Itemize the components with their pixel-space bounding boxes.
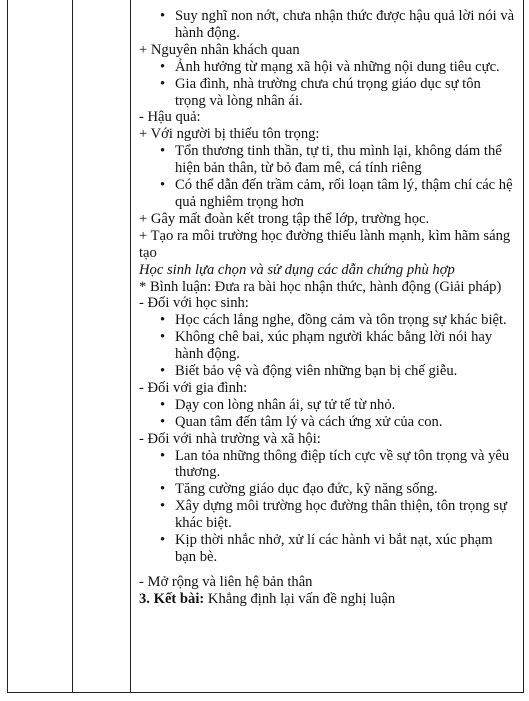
bullet-icon: •: [160, 312, 166, 329]
bullet-text: Gia đình, nhà trường chưa chú trọng giáo dục sự tôn trọng và lòng nhân ái.: [175, 75, 481, 109]
bullet-item: [139, 177, 515, 211]
paragraph-line: - Đối với học sinh:: [139, 295, 249, 312]
column-divider-1: [72, 0, 73, 692]
bullet-item: [139, 532, 515, 566]
bullet-item: [139, 59, 515, 76]
paragraph-line: * Bình luận: Đưa ra bài học nhận thức, hành động (Giải pháp): [139, 278, 502, 295]
bullet-text: Có thể dẫn đến trầm cảm, rối loạn tâm lý, thậm chí các hệ quả nghiêm trọng hơn: [175, 177, 513, 210]
bullet-icon: •: [160, 396, 166, 413]
bullet-item: [139, 481, 515, 498]
bullet-text: Lan tỏa những thông điệp tích cực về sự tôn trọng và yêu thương.: [175, 447, 510, 481]
paragraph-line: - Đối với gia đình:: [139, 379, 248, 396]
bullet-icon: •: [160, 481, 166, 498]
bullet-icon: •: [160, 532, 166, 549]
bullet-icon: •: [160, 498, 166, 515]
bullet-item: [139, 329, 515, 363]
paragraph-line: - Mở rộng và liên hệ bản thân: [139, 573, 313, 590]
bullet-text: Dạy con lòng nhân ái, sự tử tế từ nhỏ.: [175, 396, 396, 413]
bullet-text: Học cách lắng nghe, đồng cảm và tôn trọng sự khác biệt.: [175, 312, 507, 329]
bullet-icon: •: [160, 75, 166, 92]
bullet-icon: •: [160, 363, 166, 380]
paragraph-line: + Với người bị thiếu tôn trọng:: [139, 126, 320, 143]
bullet-icon: •: [160, 329, 166, 346]
paragraph-line: + Nguyên nhân khách quan: [139, 41, 300, 58]
bullet-text: Không chê bai, xúc phạm người khác bằng lời nói hay hành động.: [175, 329, 493, 363]
bullet-text: Xây dựng môi trường học đường thân thiện, tôn trọng sự khác biệt.: [175, 498, 508, 532]
bullet-text: Biết bảo vệ và động viên những bạn bị chế giễu.: [175, 363, 458, 380]
bullet-text: Tăng cường giáo dục đạo đức, kỹ năng sống.: [175, 481, 438, 498]
content-cell: [139, 8, 515, 608]
bullet-item: [139, 448, 515, 482]
bullet-text: Kịp thời nhắc nhở, xử lí các hành vi bắt nạt, xúc phạm bạn bè.: [175, 532, 493, 565]
bullet-icon: •: [160, 177, 166, 194]
column-divider-2: [130, 0, 131, 692]
bullet-item: [139, 414, 515, 431]
paragraph-line: - Hậu quả:: [139, 109, 201, 126]
bullet-item: [139, 76, 515, 110]
bullet-text: Quan tâm đến tâm lý và cách ứng xử của con.: [175, 413, 443, 430]
bullet-text: Ảnh hưởng từ mạng xã hội và những nội dung tiêu cực.: [175, 58, 500, 75]
conclusion-text: Khẳng định lại vấn đề nghị luận: [204, 590, 396, 607]
bullet-item: [139, 363, 515, 380]
bullet-icon: •: [160, 447, 166, 464]
conclusion-line: [139, 591, 515, 608]
paragraph-line: + Gây mất đoàn kết trong tập thể lớp, trường học.: [139, 210, 430, 227]
bullet-item: [139, 312, 515, 329]
bullet-text: Suy nghĩ non nớt, chưa nhận thức được hậu quả lời nói và hành động.: [175, 8, 515, 41]
conclusion-heading: 3. Kết bài:: [139, 590, 205, 607]
bullet-icon: •: [160, 8, 166, 24]
bullet-icon: •: [160, 58, 166, 75]
bullet-item: [139, 8, 515, 42]
bullet-item: [139, 143, 515, 177]
spacer: [139, 566, 515, 574]
bullet-text: Tổn thương tinh thần, tự ti, thu mình lại, không dám thể hiện bản thân, từ bỏ đam mê, cá tính riêng: [175, 143, 502, 177]
bullet-item: [139, 397, 515, 414]
italic-note: Học sinh lựa chọn và sử dụng các dẫn chứng phù hợp: [139, 261, 455, 278]
bullet-item: [139, 498, 515, 532]
bullet-icon: •: [160, 413, 166, 430]
paragraph-line: - Đối với nhà trường và xã hội:: [139, 430, 321, 447]
paragraph-line: + Tạo ra môi trường học đường thiếu lành mạnh, kìm hãm sáng tạo: [139, 227, 511, 261]
bullet-icon: •: [160, 143, 166, 160]
